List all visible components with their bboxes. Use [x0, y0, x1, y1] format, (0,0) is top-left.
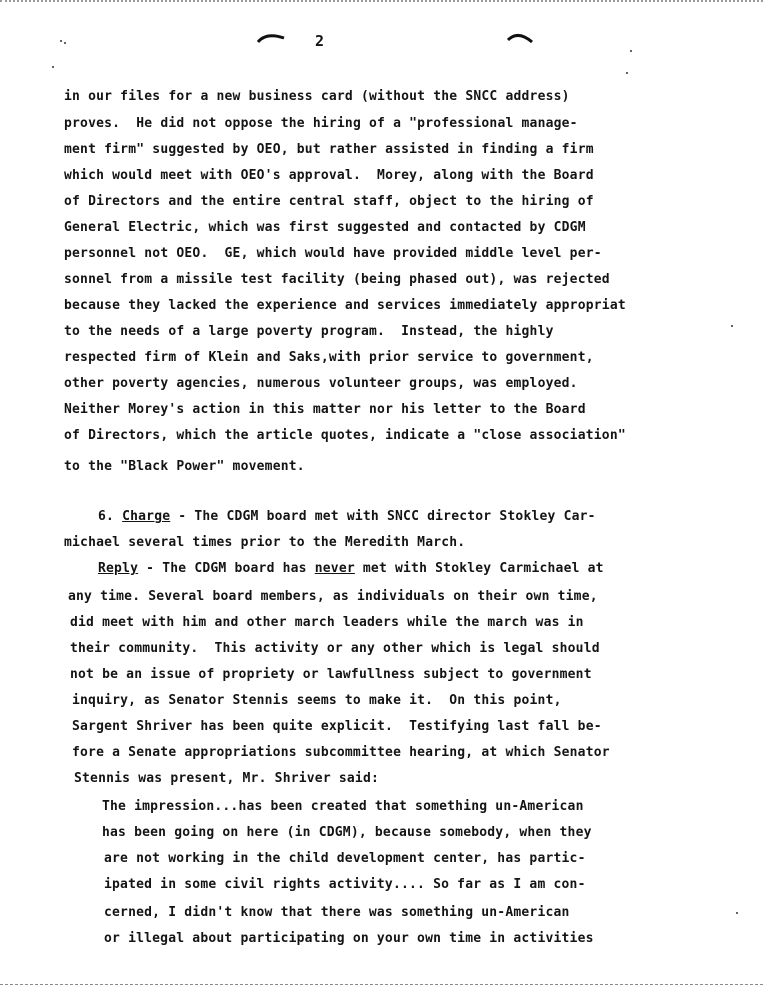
reply-line: fore a Senate appropriations subcommittee hearing, at which Senator — [72, 745, 610, 760]
reply-never: never — [314, 561, 355, 576]
paragraph-line: Neither Morey's action in this matter nor his letter to the Board — [64, 402, 586, 417]
right-scan-mark-icon — [506, 30, 534, 46]
reply-line — [98, 560, 604, 577]
paragraph-line: which would meet with OEO's approval. Morey, along with the Board — [64, 168, 594, 183]
left-scan-mark-icon — [256, 30, 286, 44]
scan-speck — [630, 50, 632, 52]
charge-label: Charge — [122, 509, 171, 524]
paragraph-line: proves. He did not oppose the hiring of a "professional manage- — [64, 116, 578, 131]
quote-line: ipated in some civil rights activity.... So far as I am con- — [104, 877, 586, 892]
reply-text: met with Stokley Carmichael at — [354, 561, 604, 576]
reply-line: their community. This activity or any other which is legal should — [70, 641, 600, 656]
charge-line — [98, 508, 596, 525]
charge-text: - The CDGM board met with SNCC director Stokley Car- — [170, 509, 596, 524]
scan-speck — [60, 40, 62, 42]
bottom-page-edge — [0, 984, 763, 985]
scan-speck — [64, 42, 66, 44]
paragraph-line: of Directors, which the article quotes, indicate a "close association" — [64, 428, 626, 443]
reply-label: Reply — [98, 561, 139, 576]
quote-line: has been going on here (in CDGM), because somebody, when they — [102, 825, 592, 840]
charge-line: michael several times prior to the Meredith March. — [64, 535, 466, 550]
paragraph-line: sonnel from a missile test facility (being phased out), was rejected — [64, 272, 610, 287]
quote-line: cerned, I didn't know that there was something un-American — [104, 905, 570, 920]
paragraph-line: General Electric, which was first suggested and contacted by CDGM — [64, 220, 586, 235]
scan-speck — [736, 912, 738, 914]
paragraph-line: other poverty agencies, numerous volunteer groups, was employed. — [64, 376, 578, 391]
page-number: 2 — [315, 32, 325, 50]
paragraph-line: to the needs of a large poverty program. Instead, the highly — [64, 324, 554, 339]
paragraph-line: respected firm of Klein and Saks,with prior service to government, — [64, 350, 594, 365]
reply-line: inquiry, as Senator Stennis seems to make it. On this point, — [72, 693, 562, 708]
paragraph-line: personnel not OEO. GE, which would have provided middle level per- — [64, 246, 602, 261]
reply-line: Sargent Shriver has been quite explicit. Testifying last fall be- — [72, 719, 602, 734]
reply-line: did meet with him and other march leaders while the march was in — [70, 615, 584, 630]
reply-line: any time. Several board members, as individuals on their own time, — [68, 589, 598, 604]
scan-speck — [626, 72, 628, 74]
reply-text: - The CDGM board has — [138, 561, 315, 576]
quote-line: are not working in the child development center, has partic- — [104, 851, 586, 866]
top-page-edge — [0, 0, 763, 2]
paragraph-line: of Directors and the entire central staff, object to the hiring of — [64, 194, 594, 209]
reply-line: Stennis was present, Mr. Shriver said: — [74, 771, 380, 786]
paragraph-line: in our files for a new business card (without the SNCC address) — [64, 89, 570, 104]
charge-number: 6. — [98, 509, 115, 524]
scan-speck — [52, 66, 54, 68]
quote-line: The impression...has been created that something un-American — [102, 799, 584, 814]
quote-line: or illegal about participating on your own time in activities — [104, 931, 594, 946]
paragraph-line: ment firm" suggested by OEO, but rather assisted in finding a firm — [64, 142, 594, 157]
scan-speck — [731, 325, 733, 327]
reply-line: not be an issue of propriety or lawfullness subject to government — [70, 667, 592, 682]
paragraph-line: because they lacked the experience and services immediately appropriat — [64, 298, 626, 313]
paragraph-line: to the "Black Power" movement. — [64, 459, 305, 474]
